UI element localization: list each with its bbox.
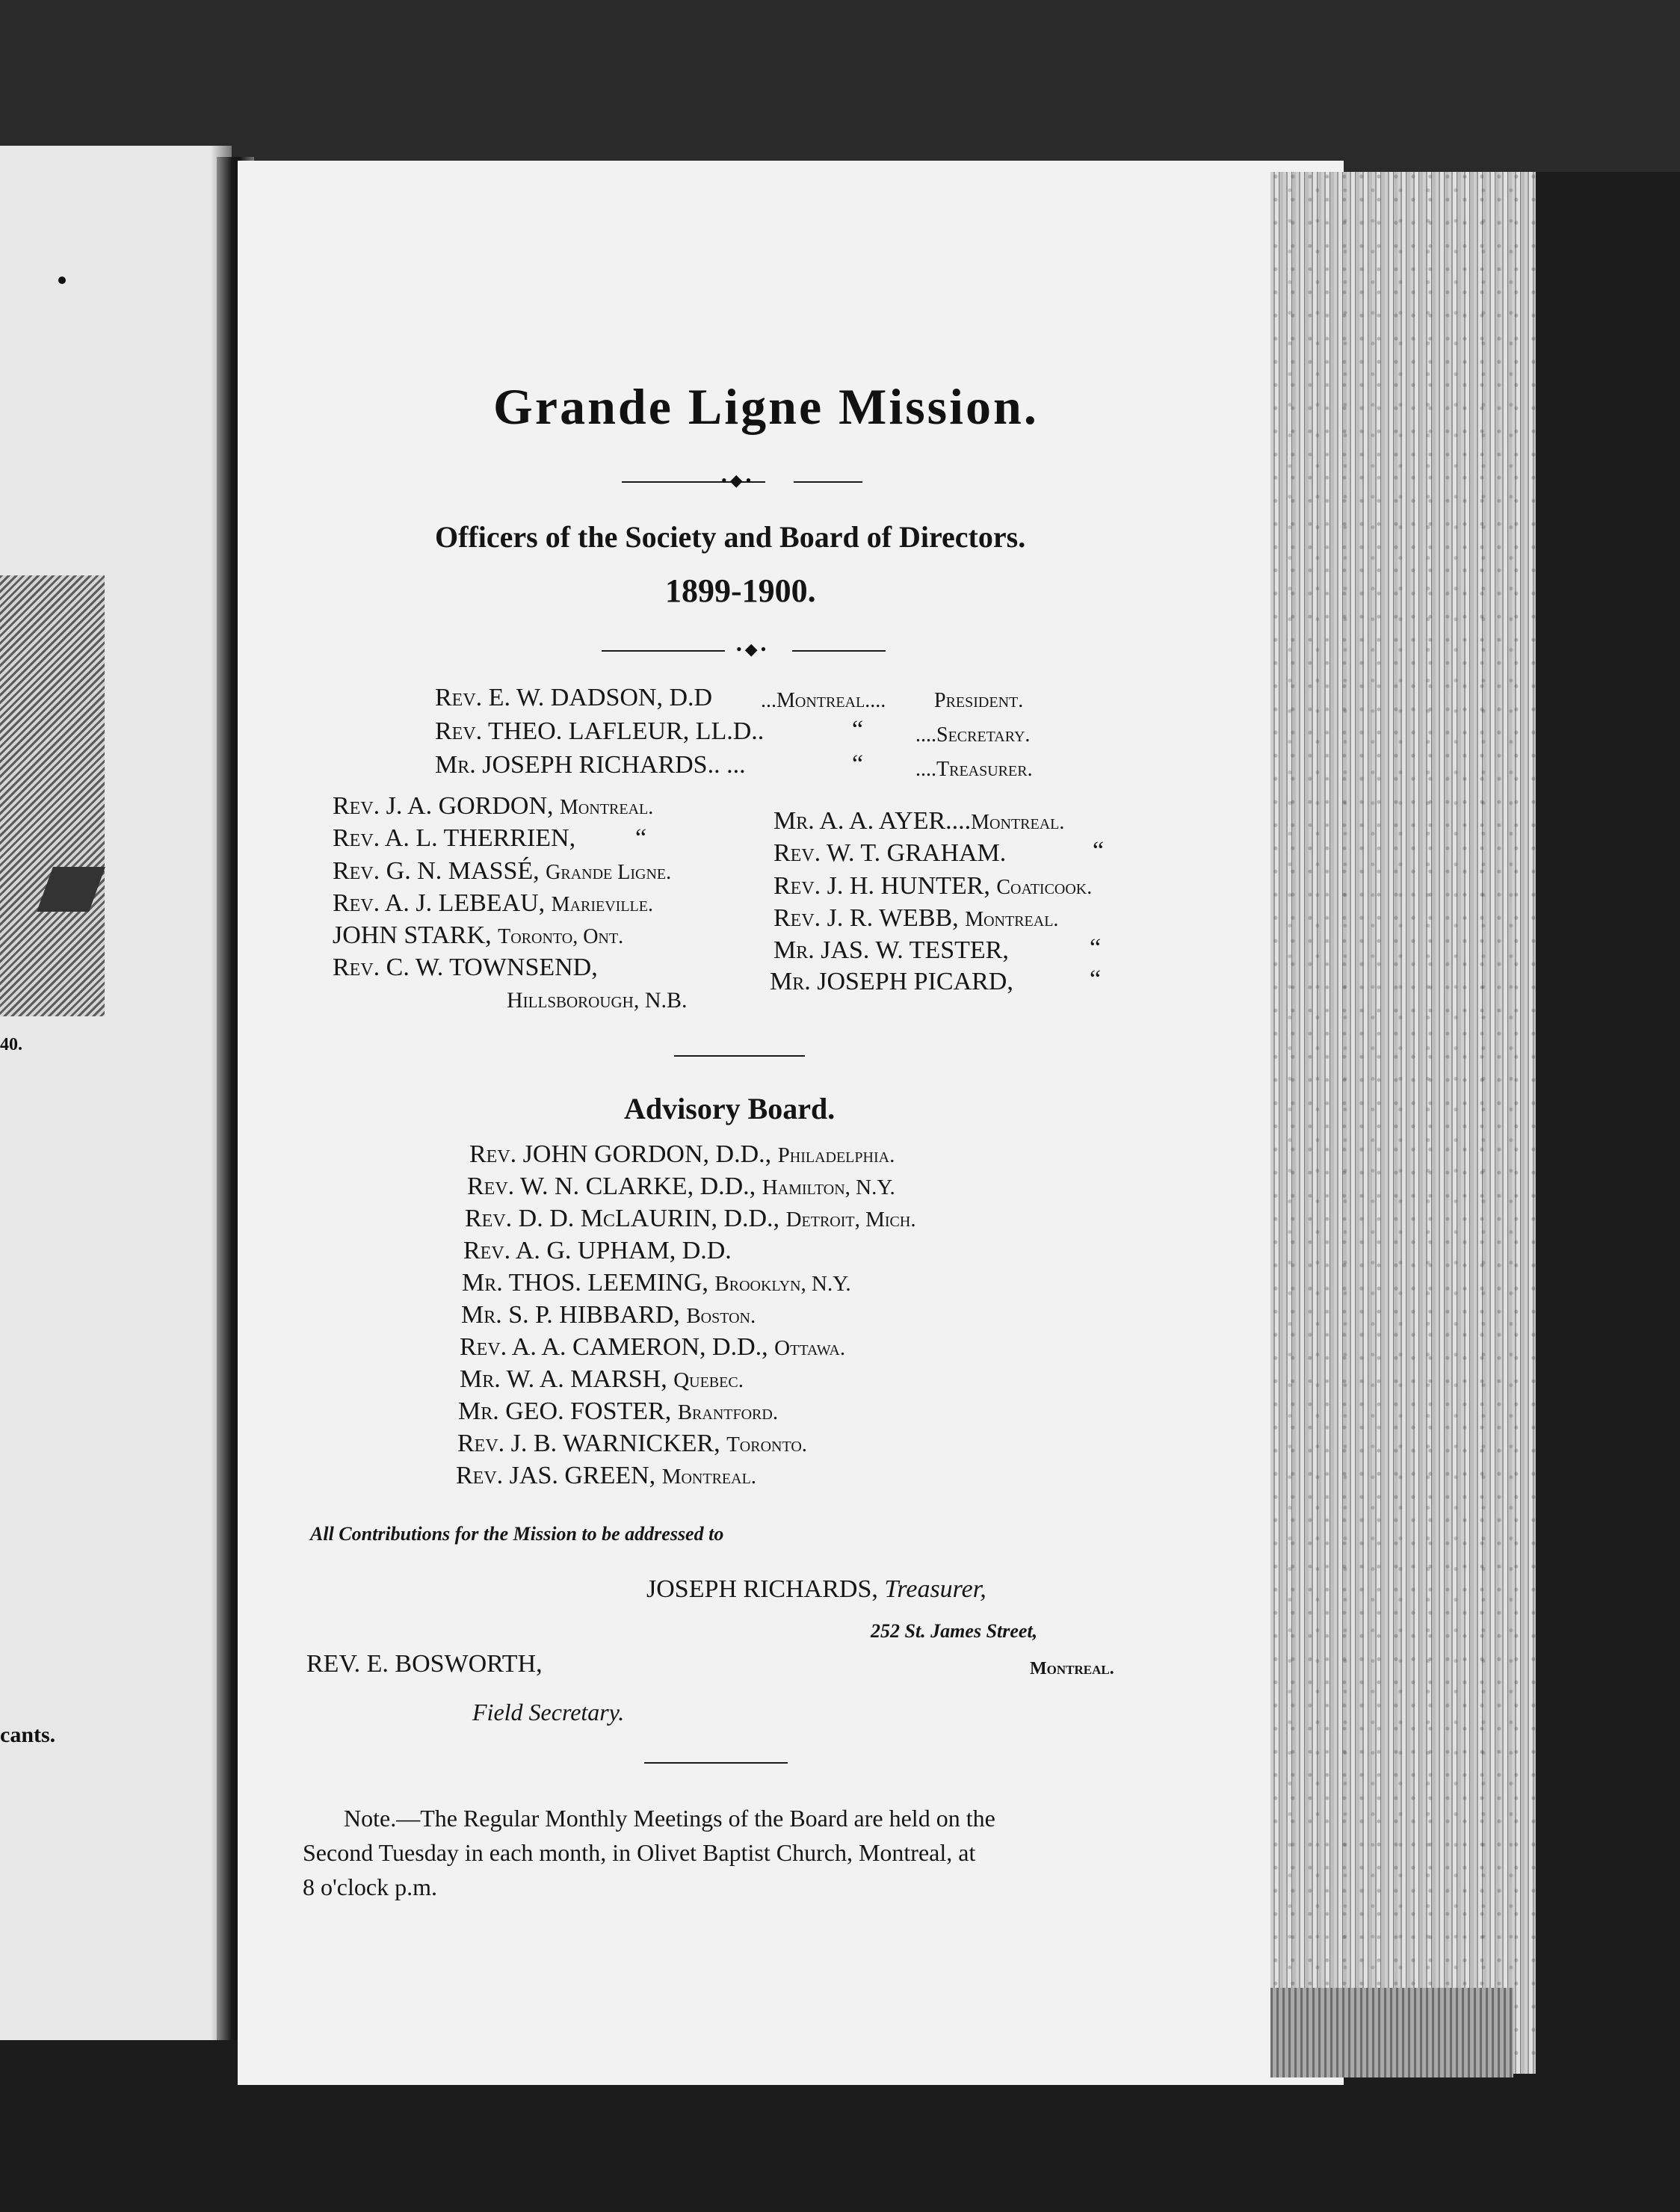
director-row xyxy=(770,968,1013,996)
member-place: Detroit, Mich. xyxy=(785,1208,916,1232)
director-place: “ xyxy=(1090,934,1102,962)
officer-place: “ xyxy=(852,716,864,744)
member-place: Toronto. xyxy=(726,1433,808,1456)
officer-row xyxy=(435,684,712,712)
member-place: Montreal. xyxy=(661,1465,757,1489)
director-place: Montreal. xyxy=(560,796,654,819)
advisory-member xyxy=(461,1301,756,1329)
treasurer-line xyxy=(646,1575,986,1604)
director-row xyxy=(333,889,653,918)
officer-place: “ xyxy=(852,750,864,778)
footnote-line3: 8 o'clock p.m. xyxy=(303,1873,437,1900)
director-name: Rev. A. L. THERRIEN, xyxy=(333,824,576,852)
director-name: Mr. JAS. W. TESTER, xyxy=(773,936,1009,964)
advisory-member xyxy=(456,1462,756,1490)
left-page-engraving xyxy=(0,575,105,1016)
member-name: Rev. JAS. GREEN, xyxy=(456,1462,656,1489)
page-edge-bottom xyxy=(1270,1988,1513,2077)
advisory-member xyxy=(467,1173,895,1201)
footnote-line1: Note.—The Regular Monthly Meetings of the Board are held on the xyxy=(344,1805,995,1832)
member-name: Rev. W. N. CLARKE, D.D., xyxy=(467,1173,756,1200)
director-place: “ xyxy=(1090,966,1102,993)
member-place: Quebec. xyxy=(673,1368,744,1392)
director-row xyxy=(333,954,598,982)
divider3 xyxy=(674,1055,805,1057)
subtitle: Officers of the Society and Board of Directors. xyxy=(435,520,1026,554)
member-place: Brantford. xyxy=(677,1400,779,1424)
left-page xyxy=(0,146,232,2040)
left-page-word: cants. xyxy=(0,1723,56,1747)
treasurer-address: 252 St. James Street, xyxy=(871,1620,1038,1642)
field-secretary-title: Field Secretary. xyxy=(472,1699,625,1726)
page-edge-mottle xyxy=(1270,172,1536,2074)
officer-row xyxy=(435,717,764,746)
member-name: Rev. JOHN GORDON, D.D., xyxy=(469,1140,772,1168)
director-name: Mr. JOSEPH PICARD, xyxy=(770,968,1013,995)
advisory-member xyxy=(460,1365,744,1394)
left-page-caption: 40. xyxy=(0,1035,22,1054)
director-name: Rev. J. R. WEBB, xyxy=(773,904,959,932)
officer-name: Rev. THEO. LAFLEUR, LL.D.. xyxy=(435,717,765,745)
director-row xyxy=(773,872,1092,900)
member-name: Rev. D. D. McLAURIN, D.D., xyxy=(465,1205,780,1232)
officer-role: ....Secretary. xyxy=(915,723,1031,747)
director-place: Montreal. xyxy=(971,811,1065,834)
director-name: Rev. G. N. MASSÉ, xyxy=(333,857,540,885)
advisory-member xyxy=(460,1333,845,1362)
director-place-continuation: Hillsborough, N.B. xyxy=(507,988,688,1013)
member-place: Philadelphia. xyxy=(777,1143,895,1167)
member-name: Rev. J. B. WARNICKER, xyxy=(457,1430,720,1457)
director-name: Rev. W. T. GRAHAM. xyxy=(773,839,1007,867)
divider4 xyxy=(644,1762,788,1764)
director-name: Rev. A. J. LEBEAU, xyxy=(333,889,546,917)
member-name: Mr. W. A. MARSH, xyxy=(460,1365,667,1393)
director-place: “ xyxy=(1093,837,1105,865)
officer-role: President. xyxy=(934,689,1024,712)
footnote-line2: Second Tuesday in each month, in Olivet Baptist Church, Montreal, at xyxy=(303,1839,976,1866)
director-place: Coaticook. xyxy=(996,876,1093,899)
left-page-mark xyxy=(58,276,66,284)
treasurer-name: JOSEPH RICHARDS, xyxy=(646,1575,878,1603)
year-heading: 1899-1900. xyxy=(665,572,816,609)
director-place: “ xyxy=(635,824,647,852)
director-place: Grande Ligne. xyxy=(546,861,672,884)
member-name: Mr. S. P. HIBBARD, xyxy=(461,1301,680,1329)
director-place: Marieville. xyxy=(551,893,653,916)
officer-name: Rev. E. W. DADSON, D.D xyxy=(435,684,713,711)
divider2-left xyxy=(602,650,725,652)
advisory-member xyxy=(462,1269,851,1297)
background-top xyxy=(0,0,1680,172)
director-row xyxy=(333,824,575,853)
divider-right xyxy=(794,481,862,483)
officer-place: ...Montreal.... xyxy=(761,689,886,712)
divider-ornament: •◆• xyxy=(721,471,755,489)
director-row xyxy=(773,904,1058,933)
advisory-member xyxy=(463,1237,732,1265)
field-secretary-name: REV. E. BOSWORTH, xyxy=(306,1650,543,1678)
member-name: Mr. THOS. LEEMING, xyxy=(462,1269,708,1297)
director-row xyxy=(333,792,653,821)
officer-role: ....Treasurer. xyxy=(915,758,1033,781)
director-name: Mr. A. A. AYER.... xyxy=(773,807,972,835)
member-place: Boston. xyxy=(686,1304,756,1328)
advisory-member xyxy=(458,1397,778,1426)
director-row xyxy=(773,936,1009,965)
director-place: Montreal. xyxy=(965,908,1059,931)
officer-row xyxy=(435,751,746,779)
advisory-heading: Advisory Board. xyxy=(624,1092,836,1125)
city: Montreal. xyxy=(1030,1659,1114,1678)
director-name: Rev. C. W. TOWNSEND, xyxy=(333,954,598,981)
member-place: Hamilton, N.Y. xyxy=(762,1175,895,1199)
member-place: Brooklyn, N.Y. xyxy=(714,1272,851,1296)
director-name: Rev. J. A. GORDON, xyxy=(333,792,554,820)
director-name: JOHN STARK, xyxy=(333,921,492,949)
advisory-member xyxy=(469,1140,895,1169)
page-title: Grande Ligne Mission. xyxy=(493,378,1039,435)
member-place: Ottawa. xyxy=(774,1336,846,1360)
director-place: Toronto, Ont. xyxy=(498,925,624,948)
director-row xyxy=(333,857,671,886)
director-row xyxy=(773,807,1064,835)
director-name: Rev. J. H. HUNTER, xyxy=(773,872,990,900)
divider2-right xyxy=(792,650,886,652)
member-name: Rev. A. G. UPHAM, D.D. xyxy=(463,1237,732,1264)
divider2-ornament: •◆• xyxy=(736,640,770,658)
director-row xyxy=(773,839,1006,868)
member-name: Mr. GEO. FOSTER, xyxy=(458,1397,672,1425)
advisory-member xyxy=(457,1430,807,1458)
officer-name: Mr. JOSEPH RICHARDS.. ... xyxy=(435,751,746,779)
contributions-note: All Contributions for the Mission to be addressed to xyxy=(310,1523,724,1545)
treasurer-title: Treasurer, xyxy=(884,1575,986,1603)
advisory-member xyxy=(465,1205,916,1233)
director-row xyxy=(333,921,623,950)
member-name: Rev. A. A. CAMERON, D.D., xyxy=(460,1333,768,1361)
